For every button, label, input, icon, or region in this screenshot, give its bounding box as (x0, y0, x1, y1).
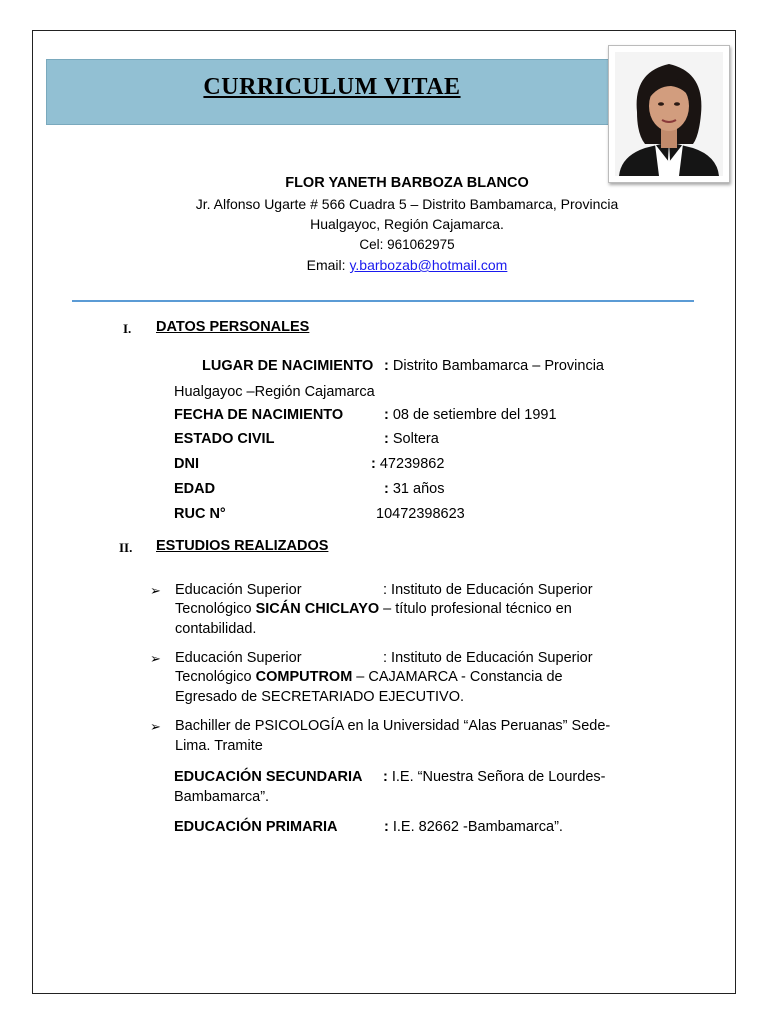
birthdate-value: : 08 de setiembre del 1991 (384, 407, 557, 423)
primary-education-value: : I.E. 82662 -Bambamarca”. (384, 819, 563, 835)
civil-status-label: ESTADO CIVIL (174, 431, 275, 447)
bullet-arrow-icon: ➢ (150, 719, 161, 734)
study-3-line2: Lima. Tramite (175, 738, 263, 754)
birthplace-value-cont: Hualgayoc –Región Cajamarca (174, 384, 375, 400)
study-1-label: Educación Superior (175, 582, 302, 598)
study-2-line2: Tecnológico COMPUTROM – CAJAMARCA - Constancia de (175, 669, 563, 685)
header-divider (72, 300, 694, 302)
section-number-studies: II. (119, 540, 133, 555)
birthplace-label: LUGAR DE NACIMIENTO (202, 358, 374, 374)
secondary-education-label: EDUCACIÓN SECUNDARIA (174, 769, 363, 785)
birthplace-value: : Distrito Bambamarca – Provincia (384, 358, 605, 374)
address-line-2: Hualgayoc, Región Cajamarca. (310, 216, 504, 232)
ruc-value: 10472398623 (376, 506, 465, 522)
email-link[interactable]: y.barbozab@hotmail.com (349, 257, 508, 273)
dni-value: : 47239862 (371, 456, 445, 472)
section-title-personal: DATOS PERSONALES (156, 319, 310, 335)
section-number-personal: I. (123, 321, 132, 336)
email-line (150, 257, 664, 273)
primary-education-label: EDUCACIÓN PRIMARIA (174, 819, 338, 835)
bullet-arrow-icon: ➢ (150, 651, 161, 666)
secondary-education-value-cont: Bambamarca”. (174, 789, 270, 805)
section-title-studies: ESTUDIOS REALIZADOS (156, 538, 329, 554)
candidate-name: FLOR YANETH BARBOZA BLANCO (285, 175, 529, 191)
bullet-arrow-icon: ➢ (150, 583, 161, 598)
document-title: CURRICULUM VITAE (203, 74, 461, 100)
age-value: : 31 años (384, 481, 445, 497)
address-line-1: Jr. Alfonso Ugarte # 566 Cuadra 5 – Distrito Bambamarca, Provincia (195, 196, 619, 212)
secondary-education-value: : I.E. “Nuestra Señora de Lourdes- (383, 769, 606, 785)
study-2-value: : Instituto de Educación Superior (383, 650, 593, 666)
ruc-label: RUC N° (174, 506, 226, 522)
study-3-line1: Bachiller de PSICOLOGÍA en la Universidad “Alas Peruanas” Sede- (175, 718, 611, 734)
study-1-line3: contabilidad. (175, 621, 257, 637)
birthdate-label: FECHA DE NACIMIENTO (174, 407, 344, 423)
civil-status-value: : Soltera (384, 431, 439, 447)
age-label: EDAD (174, 481, 216, 497)
profile-photo (608, 45, 730, 183)
study-2-label: Educación Superior (175, 650, 302, 666)
dni-label: DNI (174, 456, 199, 472)
phone-number: Cel: 961062975 (359, 237, 455, 252)
study-1-value: : Instituto de Educación Superior (383, 582, 593, 598)
study-2-line3: Egresado de SECRETARIADO EJECUTIVO. (175, 689, 465, 705)
portrait-photo-icon (615, 52, 723, 176)
study-1-line2: Tecnológico SICÁN CHICLAYO – título profesional técnico en (175, 601, 572, 617)
email-label: Email: (306, 257, 350, 273)
